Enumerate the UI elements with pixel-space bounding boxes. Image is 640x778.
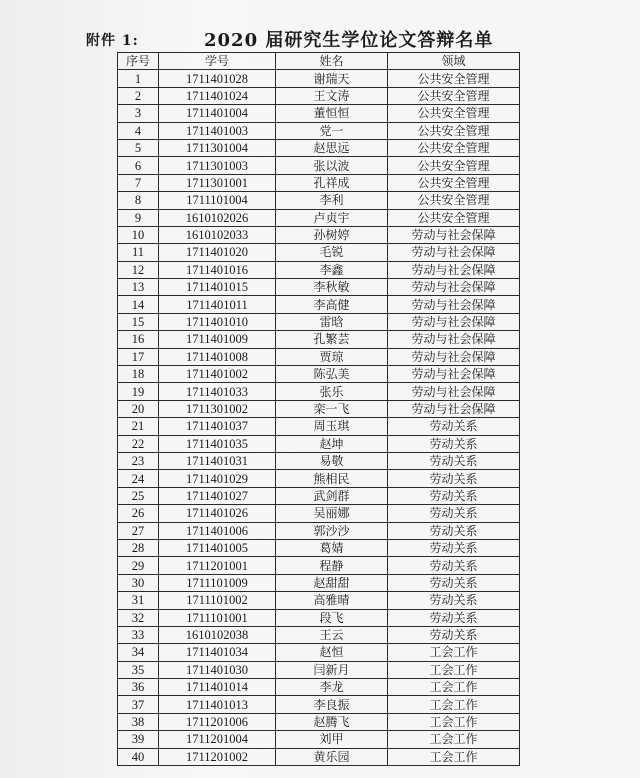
row-seq-cell: 14 bbox=[118, 296, 159, 313]
row-field-cell: 公共安全管理 bbox=[388, 174, 520, 191]
table-row bbox=[118, 418, 520, 435]
row-name-cell: 赵恒 bbox=[276, 644, 388, 661]
row-name-cell: 董恒恒 bbox=[276, 105, 388, 122]
row-field-cell: 工会工作 bbox=[388, 696, 520, 713]
row-field-cell: 劳动关系 bbox=[388, 418, 520, 435]
table-row bbox=[118, 731, 520, 748]
table-row bbox=[118, 87, 520, 104]
row-name-cell: 张以波 bbox=[276, 157, 388, 174]
table-row bbox=[118, 105, 520, 122]
table-row bbox=[118, 366, 520, 383]
row-seq-cell: 22 bbox=[118, 435, 159, 452]
row-name-cell: 张乐 bbox=[276, 383, 388, 400]
row-student-id-cell: 1711401031 bbox=[159, 452, 276, 469]
row-student-id-cell: 1711401035 bbox=[159, 435, 276, 452]
row-student-id-cell: 1610102026 bbox=[159, 209, 276, 226]
row-seq-cell: 27 bbox=[118, 522, 159, 539]
row-name-cell: 卢贞宇 bbox=[276, 209, 388, 226]
row-student-id-cell: 1711401026 bbox=[159, 505, 276, 522]
table-row bbox=[118, 209, 520, 226]
table-row bbox=[118, 192, 520, 209]
row-student-id-cell: 1711301001 bbox=[159, 174, 276, 191]
table-row bbox=[118, 226, 520, 243]
table-row bbox=[118, 592, 520, 609]
table-row bbox=[118, 696, 520, 713]
row-name-cell: 王云 bbox=[276, 626, 388, 643]
row-name-cell: 闫新月 bbox=[276, 661, 388, 678]
row-student-id-cell: 1711401030 bbox=[159, 661, 276, 678]
row-name-cell: 李秋敏 bbox=[276, 279, 388, 296]
row-name-cell: 赵腾飞 bbox=[276, 713, 388, 730]
document-header bbox=[0, 24, 640, 52]
table-row bbox=[118, 713, 520, 730]
row-name-cell: 谢瑞天 bbox=[276, 70, 388, 87]
row-field-cell: 公共安全管理 bbox=[388, 122, 520, 139]
row-seq-cell: 2 bbox=[118, 87, 159, 104]
row-name-cell: 郭沙沙 bbox=[276, 522, 388, 539]
row-name-cell: 李龙 bbox=[276, 679, 388, 696]
row-seq-cell: 31 bbox=[118, 592, 159, 609]
row-name-cell: 段飞 bbox=[276, 609, 388, 626]
row-seq-cell: 9 bbox=[118, 209, 159, 226]
row-seq-cell: 17 bbox=[118, 348, 159, 365]
row-field-cell: 公共安全管理 bbox=[388, 139, 520, 156]
row-student-id-cell: 1711301004 bbox=[159, 139, 276, 156]
row-seq-cell: 3 bbox=[118, 105, 159, 122]
table-header-row bbox=[118, 53, 520, 70]
row-seq-cell: 18 bbox=[118, 366, 159, 383]
row-field-cell: 工会工作 bbox=[388, 731, 520, 748]
row-field-cell: 劳动与社会保障 bbox=[388, 296, 520, 313]
row-seq-cell: 15 bbox=[118, 313, 159, 330]
row-seq-cell: 39 bbox=[118, 731, 159, 748]
row-name-cell: 孙树婷 bbox=[276, 226, 388, 243]
table-row bbox=[118, 244, 520, 261]
row-field-cell: 劳动关系 bbox=[388, 505, 520, 522]
row-field-cell: 工会工作 bbox=[388, 679, 520, 696]
row-name-cell: 党一 bbox=[276, 122, 388, 139]
table-row bbox=[118, 157, 520, 174]
table-row bbox=[118, 748, 520, 765]
table-row bbox=[118, 452, 520, 469]
row-seq-cell: 7 bbox=[118, 174, 159, 191]
defense-roster-table bbox=[117, 52, 520, 766]
row-seq-cell: 23 bbox=[118, 452, 159, 469]
row-seq-cell: 35 bbox=[118, 661, 159, 678]
row-seq-cell: 5 bbox=[118, 139, 159, 156]
row-field-cell: 工会工作 bbox=[388, 748, 520, 765]
row-name-cell: 陈弘美 bbox=[276, 366, 388, 383]
table-row bbox=[118, 261, 520, 278]
row-name-cell: 雷晗 bbox=[276, 313, 388, 330]
column-header-student-id: 学号 bbox=[159, 53, 276, 70]
table-row bbox=[118, 331, 520, 348]
row-seq-cell: 4 bbox=[118, 122, 159, 139]
row-student-id-cell: 1711401010 bbox=[159, 313, 276, 330]
row-name-cell: 李高健 bbox=[276, 296, 388, 313]
row-name-cell: 程静 bbox=[276, 557, 388, 574]
row-name-cell: 赵思远 bbox=[276, 139, 388, 156]
row-student-id-cell: 1711301003 bbox=[159, 157, 276, 174]
row-field-cell: 公共安全管理 bbox=[388, 209, 520, 226]
row-name-cell: 李利 bbox=[276, 192, 388, 209]
table-row bbox=[118, 470, 520, 487]
row-seq-cell: 16 bbox=[118, 331, 159, 348]
row-name-cell: 刘甲 bbox=[276, 731, 388, 748]
row-student-id-cell: 1711401011 bbox=[159, 296, 276, 313]
table-row bbox=[118, 505, 520, 522]
row-seq-cell: 24 bbox=[118, 470, 159, 487]
row-seq-cell: 29 bbox=[118, 557, 159, 574]
row-seq-cell: 36 bbox=[118, 679, 159, 696]
row-field-cell: 劳动关系 bbox=[388, 557, 520, 574]
row-student-id-cell: 1711401027 bbox=[159, 487, 276, 504]
row-field-cell: 劳动与社会保障 bbox=[388, 244, 520, 261]
row-name-cell: 赵甜甜 bbox=[276, 574, 388, 591]
row-field-cell: 劳动与社会保障 bbox=[388, 313, 520, 330]
row-field-cell: 工会工作 bbox=[388, 713, 520, 730]
row-student-id-cell: 1711401008 bbox=[159, 348, 276, 365]
row-field-cell: 公共安全管理 bbox=[388, 70, 520, 87]
row-name-cell: 周玉琪 bbox=[276, 418, 388, 435]
row-field-cell: 公共安全管理 bbox=[388, 87, 520, 104]
row-field-cell: 劳动与社会保障 bbox=[388, 331, 520, 348]
row-field-cell: 劳动关系 bbox=[388, 470, 520, 487]
row-student-id-cell: 1711101002 bbox=[159, 592, 276, 609]
table-row bbox=[118, 296, 520, 313]
row-name-cell: 毛锐 bbox=[276, 244, 388, 261]
table-row bbox=[118, 70, 520, 87]
table-row bbox=[118, 644, 520, 661]
row-field-cell: 劳动关系 bbox=[388, 452, 520, 469]
table-row bbox=[118, 609, 520, 626]
row-seq-cell: 26 bbox=[118, 505, 159, 522]
column-header-name: 姓名 bbox=[276, 53, 388, 70]
row-name-cell: 易敬 bbox=[276, 452, 388, 469]
row-name-cell: 葛婧 bbox=[276, 539, 388, 556]
row-field-cell: 公共安全管理 bbox=[388, 105, 520, 122]
table-row bbox=[118, 522, 520, 539]
row-field-cell: 劳动与社会保障 bbox=[388, 279, 520, 296]
row-field-cell: 劳动与社会保障 bbox=[388, 400, 520, 417]
table-row bbox=[118, 435, 520, 452]
row-seq-cell: 38 bbox=[118, 713, 159, 730]
table-row bbox=[118, 661, 520, 678]
row-name-cell: 栾一飞 bbox=[276, 400, 388, 417]
row-student-id-cell: 1711401014 bbox=[159, 679, 276, 696]
row-field-cell: 劳动与社会保障 bbox=[388, 366, 520, 383]
row-seq-cell: 25 bbox=[118, 487, 159, 504]
table-row bbox=[118, 400, 520, 417]
row-seq-cell: 12 bbox=[118, 261, 159, 278]
row-seq-cell: 11 bbox=[118, 244, 159, 261]
row-student-id-cell: 1711401004 bbox=[159, 105, 276, 122]
row-student-id-cell: 1711401005 bbox=[159, 539, 276, 556]
row-student-id-cell: 1711401013 bbox=[159, 696, 276, 713]
row-student-id-cell: 1711401016 bbox=[159, 261, 276, 278]
row-student-id-cell: 1711101009 bbox=[159, 574, 276, 591]
row-seq-cell: 13 bbox=[118, 279, 159, 296]
row-student-id-cell: 1711401002 bbox=[159, 366, 276, 383]
row-name-cell: 王文涛 bbox=[276, 87, 388, 104]
row-field-cell: 公共安全管理 bbox=[388, 192, 520, 209]
table-row bbox=[118, 279, 520, 296]
table-row bbox=[118, 139, 520, 156]
row-field-cell: 劳动与社会保障 bbox=[388, 383, 520, 400]
document-title: 2020 届研究生学位论文答辩名单 bbox=[204, 30, 494, 51]
row-student-id-cell: 1711401009 bbox=[159, 331, 276, 348]
row-seq-cell: 33 bbox=[118, 626, 159, 643]
table-body bbox=[118, 70, 520, 766]
row-field-cell: 劳动与社会保障 bbox=[388, 226, 520, 243]
row-student-id-cell: 1610102038 bbox=[159, 626, 276, 643]
row-field-cell: 劳动关系 bbox=[388, 487, 520, 504]
table-row bbox=[118, 174, 520, 191]
row-name-cell: 李良振 bbox=[276, 696, 388, 713]
row-field-cell: 劳动关系 bbox=[388, 592, 520, 609]
row-student-id-cell: 1711401028 bbox=[159, 70, 276, 87]
row-name-cell: 武剑群 bbox=[276, 487, 388, 504]
row-student-id-cell: 1711201001 bbox=[159, 557, 276, 574]
table-row bbox=[118, 122, 520, 139]
table-row bbox=[118, 574, 520, 591]
row-student-id-cell: 1711401029 bbox=[159, 470, 276, 487]
row-student-id-cell: 1711301002 bbox=[159, 400, 276, 417]
row-student-id-cell: 1711101001 bbox=[159, 609, 276, 626]
row-seq-cell: 34 bbox=[118, 644, 159, 661]
row-student-id-cell: 1711401037 bbox=[159, 418, 276, 435]
row-seq-cell: 10 bbox=[118, 226, 159, 243]
row-field-cell: 工会工作 bbox=[388, 661, 520, 678]
table-row bbox=[118, 348, 520, 365]
row-name-cell: 赵坤 bbox=[276, 435, 388, 452]
row-field-cell: 劳动与社会保障 bbox=[388, 348, 520, 365]
row-student-id-cell: 1711101004 bbox=[159, 192, 276, 209]
row-seq-cell: 40 bbox=[118, 748, 159, 765]
row-student-id-cell: 1711201006 bbox=[159, 713, 276, 730]
row-name-cell: 李鑫 bbox=[276, 261, 388, 278]
row-field-cell: 劳动与社会保障 bbox=[388, 261, 520, 278]
row-seq-cell: 32 bbox=[118, 609, 159, 626]
row-student-id-cell: 1711401034 bbox=[159, 644, 276, 661]
row-student-id-cell: 1711401020 bbox=[159, 244, 276, 261]
row-seq-cell: 30 bbox=[118, 574, 159, 591]
row-seq-cell: 37 bbox=[118, 696, 159, 713]
row-field-cell: 劳动关系 bbox=[388, 522, 520, 539]
row-field-cell: 工会工作 bbox=[388, 644, 520, 661]
table-row bbox=[118, 539, 520, 556]
table-row bbox=[118, 313, 520, 330]
table-row bbox=[118, 557, 520, 574]
row-name-cell: 熊相民 bbox=[276, 470, 388, 487]
row-field-cell: 公共安全管理 bbox=[388, 157, 520, 174]
row-student-id-cell: 1711401033 bbox=[159, 383, 276, 400]
row-name-cell: 黄乐园 bbox=[276, 748, 388, 765]
attachment-label: 附件 1: bbox=[86, 33, 139, 49]
row-seq-cell: 21 bbox=[118, 418, 159, 435]
row-name-cell: 贾琼 bbox=[276, 348, 388, 365]
row-name-cell: 孔祥成 bbox=[276, 174, 388, 191]
table-row bbox=[118, 679, 520, 696]
row-student-id-cell: 1711201002 bbox=[159, 748, 276, 765]
row-field-cell: 劳动关系 bbox=[388, 609, 520, 626]
row-name-cell: 高雅晴 bbox=[276, 592, 388, 609]
row-field-cell: 劳动关系 bbox=[388, 435, 520, 452]
row-field-cell: 劳动关系 bbox=[388, 539, 520, 556]
row-seq-cell: 6 bbox=[118, 157, 159, 174]
table-row bbox=[118, 626, 520, 643]
row-student-id-cell: 1711401006 bbox=[159, 522, 276, 539]
row-student-id-cell: 1711401003 bbox=[159, 122, 276, 139]
row-seq-cell: 28 bbox=[118, 539, 159, 556]
row-student-id-cell: 1711401024 bbox=[159, 87, 276, 104]
table-row bbox=[118, 487, 520, 504]
row-seq-cell: 19 bbox=[118, 383, 159, 400]
table-row bbox=[118, 383, 520, 400]
row-name-cell: 孔繁芸 bbox=[276, 331, 388, 348]
row-student-id-cell: 1711201004 bbox=[159, 731, 276, 748]
row-student-id-cell: 1711401015 bbox=[159, 279, 276, 296]
row-name-cell: 吴丽娜 bbox=[276, 505, 388, 522]
row-seq-cell: 8 bbox=[118, 192, 159, 209]
row-student-id-cell: 1610102033 bbox=[159, 226, 276, 243]
column-header-field: 领域 bbox=[388, 53, 520, 70]
row-seq-cell: 1 bbox=[118, 70, 159, 87]
column-header-seq: 序号 bbox=[118, 53, 159, 70]
row-field-cell: 劳动关系 bbox=[388, 574, 520, 591]
row-seq-cell: 20 bbox=[118, 400, 159, 417]
row-field-cell: 劳动关系 bbox=[388, 626, 520, 643]
